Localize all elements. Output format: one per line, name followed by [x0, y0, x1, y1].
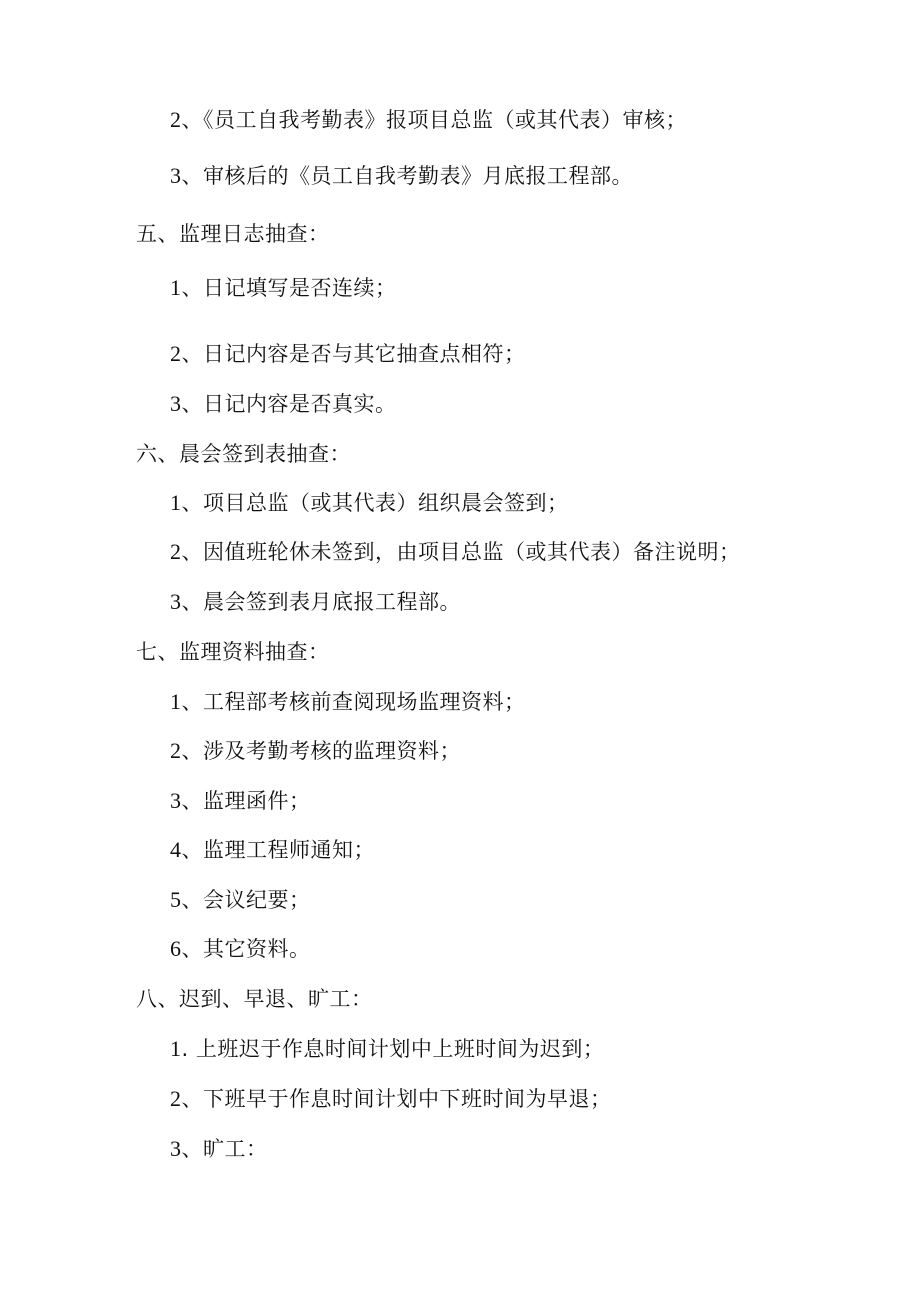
- list-item: [170, 538, 741, 566]
- item-text: 、晨会签到表月底报工程部。: [181, 590, 461, 614]
- item-text: 、会议纪要；: [181, 888, 311, 912]
- list-item: [170, 836, 375, 864]
- item-number: 2: [170, 539, 182, 564]
- list-item: [170, 340, 526, 368]
- section-heading-text: 六、晨会签到表抽查：: [136, 442, 351, 466]
- item-number: 3: [170, 589, 182, 614]
- list-item: [170, 1135, 268, 1163]
- item-number: 1: [170, 490, 182, 515]
- list-item: [170, 935, 311, 963]
- item-number: 2: [170, 738, 182, 763]
- item-number: 6: [170, 936, 182, 961]
- section-heading: [136, 440, 351, 468]
- list-item: [170, 886, 311, 914]
- list-item: [170, 1085, 612, 1113]
- item-number: 2: [170, 341, 182, 366]
- item-text: 、审核后的《员工自我考勤表》月底报工程部。: [181, 164, 633, 188]
- item-text: 、项目总监（或其代表）组织晨会签到；: [181, 491, 569, 515]
- item-text: 、因值班轮休未签到，由项目总监（或其代表）备注说明；: [181, 540, 741, 564]
- list-item: [170, 162, 633, 190]
- item-text: . 上班迟于作息时间计划中上班时间为迟到；: [181, 1037, 605, 1061]
- list-item: [170, 489, 569, 517]
- section-heading: [136, 985, 373, 1013]
- item-number: 2: [170, 1086, 182, 1111]
- item-number: 3: [170, 788, 182, 813]
- list-item: [170, 588, 461, 616]
- list-item: [170, 106, 687, 134]
- item-number: 1: [170, 1036, 182, 1061]
- item-number: 5: [170, 887, 182, 912]
- item-text: 、工程部考核前查阅现场监理资料；: [181, 690, 526, 714]
- section-heading: [136, 220, 330, 248]
- item-text: 、《员工自我考勤表》报项目总监（或其代表）审核；: [181, 108, 687, 132]
- item-text: 、监理工程师通知；: [181, 838, 375, 862]
- item-text: 、日记内容是否与其它抽查点相符；: [181, 342, 526, 366]
- item-text: 、日记内容是否真实。: [181, 392, 397, 416]
- item-number: 2: [170, 107, 182, 132]
- item-number: 3: [170, 391, 182, 416]
- item-text: 、监理函件；: [181, 789, 311, 813]
- item-text: 、下班早于作息时间计划中下班时间为早退；: [181, 1087, 612, 1111]
- item-number: 4: [170, 837, 182, 862]
- item-text: 、旷工：: [181, 1137, 268, 1161]
- item-number: 1: [170, 275, 182, 300]
- section-heading-text: 八、迟到、早退、旷工：: [136, 987, 373, 1011]
- item-number: 3: [170, 163, 182, 188]
- list-item: [170, 688, 526, 716]
- list-item: [170, 390, 397, 418]
- item-text: 、涉及考勤考核的监理资料；: [181, 739, 461, 763]
- section-heading-text: 七、监理资料抽查：: [136, 640, 330, 664]
- item-number: 3: [170, 1136, 182, 1161]
- list-item: [170, 274, 397, 302]
- item-text: 、日记填写是否连续；: [181, 276, 397, 300]
- list-item: [170, 787, 311, 815]
- list-item: [170, 737, 461, 765]
- section-heading-text: 五、监理日志抽查：: [136, 222, 330, 246]
- section-heading: [136, 638, 330, 666]
- item-number: 1: [170, 689, 182, 714]
- list-item: [170, 1035, 604, 1063]
- item-text: 、其它资料。: [181, 937, 311, 961]
